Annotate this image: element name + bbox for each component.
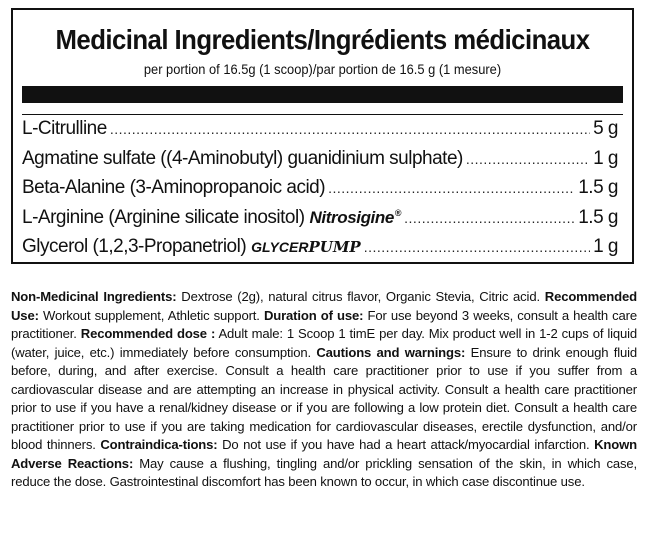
- ingredient-list: [22, 118, 618, 266]
- ingredient-row: [22, 118, 618, 148]
- nitrosigine-wordmark: Nitrosigine: [309, 207, 394, 227]
- ingredient-amount: 1 g: [593, 236, 618, 257]
- ingredient-amount: 5 g: [593, 118, 618, 139]
- cautions-text: Ensure to drink enough fluid before, during, and after exercise. Consult a health care practitioner prior to use if you suffer from a cardiovascular disease and are attempting an increase in physical activity. Consult a health care practitioner prior to use if you have a renal/kidney disease or if you are following a low protein diet. Consult a health care practitioner prior to use if you are taking medication for cardiovascular diseases, erectile dysfunction, and/or blood thinners.: [11, 344, 637, 452]
- ingredient-row: [22, 236, 618, 266]
- ingredient-row: [22, 207, 618, 237]
- ingredient-name: Agmatine sulfate ((4-Aminobutyl) guanidinium sulphate): [22, 147, 463, 169]
- dot-leader: [404, 210, 575, 226]
- ingredient-name: L-Arginine (Arginine silicate inositol): [22, 206, 305, 228]
- duration-label: Duration of use:: [263, 307, 364, 323]
- registered-mark: ®: [394, 207, 402, 218]
- glycerpump-logo: [251, 238, 361, 256]
- dose-text: Adult male: 1 Scoop 1 timE per day. Mix product well in 1-2 cups of liquid (water, juice, etc.) immediately before consumption.: [11, 326, 638, 360]
- medicinal-ingredients-panel: [11, 8, 634, 264]
- nitrosigine-logo: [310, 208, 402, 228]
- ingredient-row: [22, 177, 618, 207]
- dot-leader: [328, 180, 575, 196]
- dot-leader: [110, 121, 590, 137]
- adverse-reactions-text: May cause a flushing, tingling and/or prickling sensation of the skin, in which case, reduce the dose. Gastrointestinal discomfort has been known to occur, in which case discontinue use.: [11, 455, 637, 489]
- use-text: Workout supplement, Athletic support.: [42, 307, 260, 323]
- ingredient-name: L-Citrulline: [22, 118, 107, 139]
- contraindications-text: Do not use if you have had a heart attack/myocardial infarction.: [222, 437, 590, 452]
- ingredient-amount: 1.5 g: [578, 206, 618, 228]
- dose-label: Recommended dose :: [80, 326, 216, 341]
- adverse-reactions-label: Known Adverse Reactions:: [11, 437, 637, 471]
- pump-wordmark: PUMP: [308, 238, 361, 256]
- use-label: Recommended Use:: [11, 289, 637, 323]
- nonmed-text: Dextrose (2g), natural citrus flavor, Organic Stevia, Citric acid.: [181, 289, 540, 304]
- header-bar: [22, 86, 623, 103]
- ingredient-name: Beta-Alanine (3-Aminopropanoic acid): [22, 177, 326, 198]
- divider-rule: [22, 114, 623, 115]
- duration-text: For use beyond 3 weeks, consult a health care practitioner.: [11, 307, 637, 341]
- product-details-paragraph: [11, 288, 637, 492]
- ingredient-amount: 1.5 g: [578, 177, 618, 198]
- panel-subtitle: per portion of 16.5g (1 scoop)/par portion de 16.5 g (1 mesure): [143, 61, 502, 77]
- panel-title: Medicinal Ingredients/Ingrédients médicinaux: [55, 24, 590, 55]
- glycer-wordmark: GLYCER: [251, 239, 309, 255]
- contraindications-label: Contraindica-tions:: [100, 437, 218, 452]
- ingredient-row: [22, 148, 618, 178]
- ingredient-amount: 1 g: [593, 147, 618, 169]
- dot-leader: [466, 151, 590, 167]
- ingredient-name: Glycerol (1,2,3-Propanetriol): [22, 236, 247, 257]
- nonmed-label: Non-Medicinal Ingredients:: [11, 289, 177, 304]
- cautions-label: Cautions and warnings:: [316, 344, 466, 360]
- dot-leader: [364, 239, 590, 255]
